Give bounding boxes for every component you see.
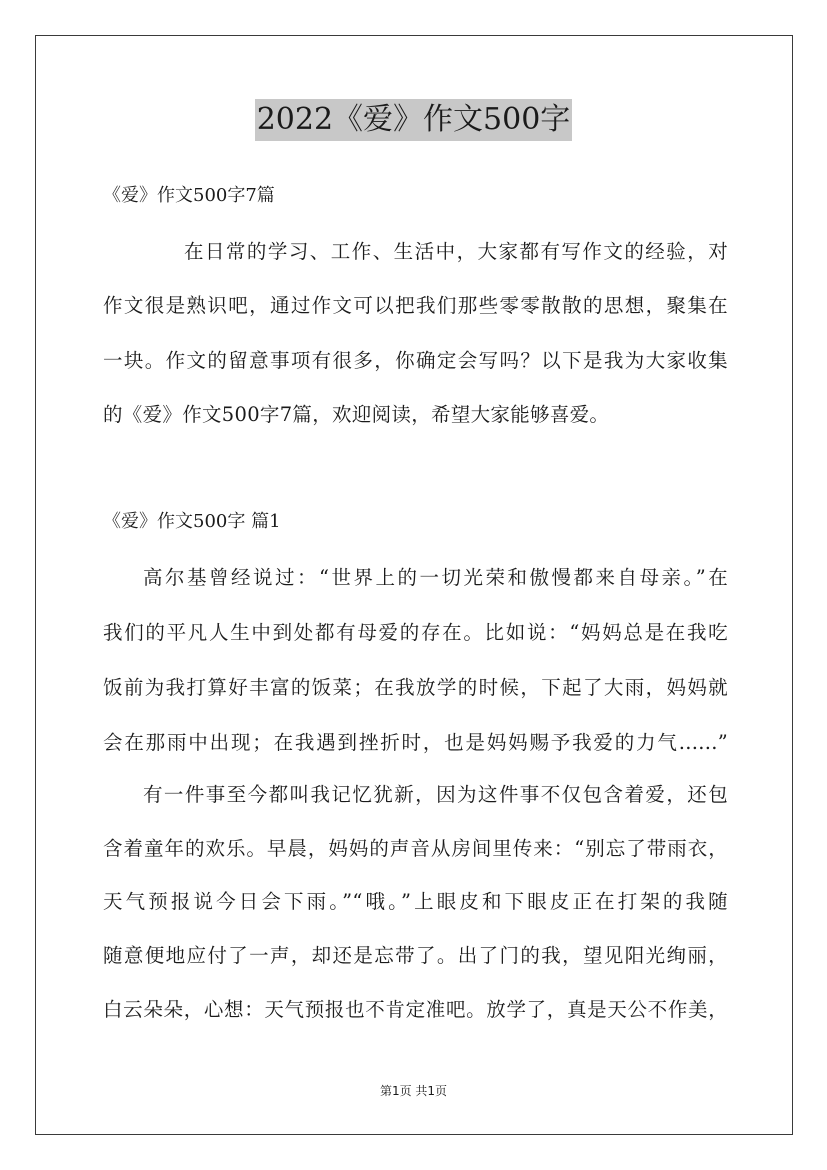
intro-line: 作文很是熟识吧，通过作文可以把我们那些零零散散的思想，聚集在 xyxy=(103,294,728,317)
intro-line: 一块。作文的留意事项有很多，你确定会写吗？以下是我为大家收集 xyxy=(103,349,728,372)
title-container xyxy=(0,99,827,141)
intro-line: 的《爱》作文500字7篇，欢迎阅读，希望大家能够喜爱。 xyxy=(103,403,610,426)
document-title: 2022《爱》作文500字 xyxy=(255,99,573,141)
paragraph-line: 白云朵朵，心想：天气预报也不肯定准吧。放学了，真是天公不作美， xyxy=(103,998,728,1021)
paragraph-line: 我们的平凡人生中到处都有母爱的存在。比如说：“妈妈总是在我吃 xyxy=(103,621,728,644)
section-heading: 《爱》作文500字 篇1 xyxy=(103,511,281,532)
subtitle: 《爱》作文500字7篇 xyxy=(103,185,275,206)
paragraph-line: 高尔基曾经说过：“世界上的一切光荣和傲慢都来自母亲。”在 xyxy=(143,566,728,589)
paragraph-line: 饭前为我打算好丰富的饭菜；在我放学的时候，下起了大雨，妈妈就 xyxy=(103,676,728,699)
paragraph-line: 会在那雨中出现；在我遇到挫折时，也是妈妈赐予我爱的力气......” xyxy=(103,731,728,754)
paragraph-line: 天气预报说今日会下雨。”“哦。”上眼皮和下眼皮正在打架的我随 xyxy=(103,890,728,913)
paragraph-line: 有一件事至今都叫我记忆犹新，因为这件事不仅包含着爱，还包 xyxy=(143,783,728,806)
page-footer: 第1页 共1页 xyxy=(379,1084,448,1098)
intro-line: 在日常的学习、工作、生活中，大家都有写作文的经验，对 xyxy=(184,240,728,263)
paragraph-line: 含着童年的欢乐。早晨，妈妈的声音从房间里传来：“别忘了带雨衣， xyxy=(103,837,728,860)
paragraph-line: 随意便地应付了一声，却还是忘带了。出了门的我，望见阳光绚丽， xyxy=(103,944,728,967)
